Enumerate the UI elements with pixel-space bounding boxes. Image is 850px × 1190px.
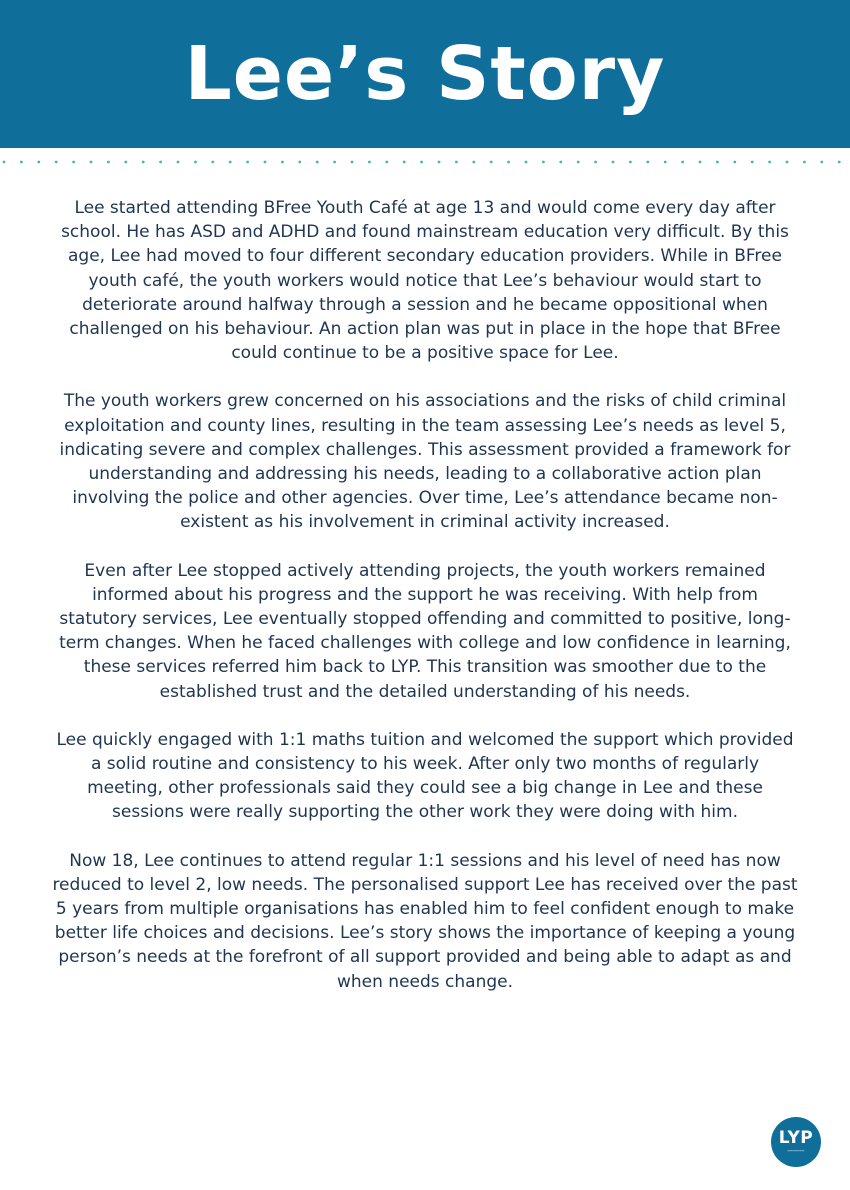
divider-dot xyxy=(716,161,719,164)
story-body xyxy=(52,196,798,1018)
logo-tagline-mark: ━━━━━━━ xyxy=(787,1149,805,1154)
divider-dot xyxy=(124,161,127,164)
divider-dot xyxy=(699,161,702,164)
divider-dot xyxy=(55,161,58,164)
divider-dot xyxy=(559,161,562,164)
divider-dot xyxy=(229,161,232,164)
story-paragraph-3: Even after Lee stopped actively attending projects, the youth workers remained informed about his progress and the support he was receiving. With help from statutory services, Lee eventually stopped offending and committed to positive, long-term changes. When he faced challenges with college and low confidence in learning, these services referred him back to LYP. This transition was smoother due to the established trust and the detailed understanding of his needs. xyxy=(59,560,791,702)
divider-dot xyxy=(246,161,249,164)
divider-dot xyxy=(281,161,284,164)
lyp-logo xyxy=(771,1117,821,1167)
dotted-divider xyxy=(0,158,850,166)
divider-dot xyxy=(37,161,40,164)
divider-dot xyxy=(455,161,458,164)
logo-text: LYP xyxy=(778,1128,814,1149)
divider-dot xyxy=(438,161,441,164)
divider-dot xyxy=(333,161,336,164)
divider-dot xyxy=(368,161,371,164)
divider-dot xyxy=(786,161,789,164)
divider-dot xyxy=(664,161,667,164)
story-paragraph-5: Now 18, Lee continues to attend regular 1:1 sessions and his level of need has now reduced to level 2, low needs. The personalised support Lee has received over the past 5 years from multiple organisations has enabled him to feel confident enough to make better life choices and decisions. Lee’s story shows the importance of keeping a young person’s needs at the forefront of all support provided and being able to adapt as and when needs change. xyxy=(52,850,798,992)
divider-dot xyxy=(194,161,197,164)
divider-dot xyxy=(20,161,23,164)
divider-dot xyxy=(3,161,6,164)
divider-dot xyxy=(264,161,267,164)
header-banner xyxy=(0,0,850,148)
divider-dot xyxy=(472,161,475,164)
divider-dot xyxy=(298,161,301,164)
divider-dot xyxy=(629,161,632,164)
divider-dot xyxy=(768,161,771,164)
divider-dot xyxy=(211,161,214,164)
divider-dot xyxy=(594,161,597,164)
divider-dot xyxy=(507,161,510,164)
divider-dot xyxy=(803,161,806,164)
divider-dot xyxy=(107,161,110,164)
divider-dot xyxy=(159,161,162,164)
divider-dot xyxy=(385,161,388,164)
divider-dot xyxy=(490,161,493,164)
divider-dot xyxy=(525,161,528,164)
divider-dot xyxy=(612,161,615,164)
divider-dot xyxy=(577,161,580,164)
divider-dot xyxy=(90,161,93,164)
divider-dot xyxy=(681,161,684,164)
divider-dot xyxy=(751,161,754,164)
story-paragraph-4: Lee quickly engaged with 1:1 maths tuition and welcomed the support which provided a solid routine and consistency to his week. After only two months of regularly meeting, other professionals said they could see a big change in Lee and these sessions were really supporting the other work they were doing with him. xyxy=(56,729,794,823)
divider-dot xyxy=(142,161,145,164)
divider-dot xyxy=(646,161,649,164)
divider-dot xyxy=(733,161,736,164)
story-paragraph-2: The youth workers grew concerned on his associations and the risks of child criminal exploitation and county lines, resulting in the team assessing Lee’s needs as level 5, indicating severe and complex challenges. This assessment provided a framework for understanding and addressing his needs, leading to a collaborative action plan involving the police and other agencies. Over time, Lee’s attendance became non-existent as his involvement in criminal activity increased. xyxy=(59,391,791,533)
divider-dot xyxy=(72,161,75,164)
divider-dot xyxy=(838,161,841,164)
divider-dot xyxy=(177,161,180,164)
divider-dot xyxy=(403,161,406,164)
divider-dot xyxy=(351,161,354,164)
divider-dot xyxy=(316,161,319,164)
page-title: Lee’s Story xyxy=(184,31,666,117)
story-paragraph-1: Lee started attending BFree Youth Café at age 13 and would come every day after school. He has ASD and ADHD and found mainstream education very difficult. By this age, Lee had moved to four different secondary education providers. While in BFree youth café, the youth workers would notice that Lee’s behaviour would start to deteriorate around halfway through a session and he became oppositional when challenged on his behaviour. An action plan was put in place in the hope that BFree could continue to be a positive space for Lee. xyxy=(61,198,789,364)
divider-dot xyxy=(820,161,823,164)
divider-dot xyxy=(420,161,423,164)
divider-dot xyxy=(542,161,545,164)
